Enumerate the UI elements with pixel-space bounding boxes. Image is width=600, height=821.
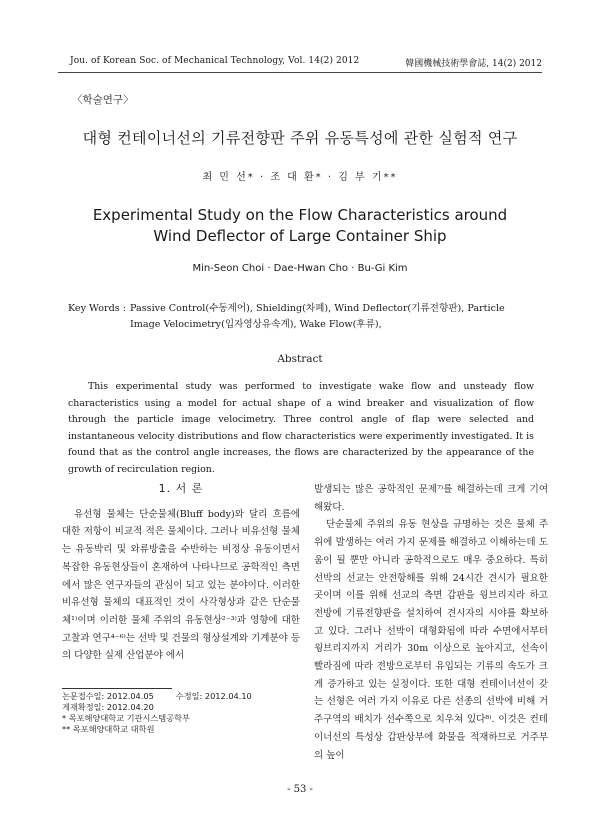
continued-paragraph: 발생되는 많은 공학적인 문제⁷⁾를 해결하는데 크게 기여해왔다. — [314, 484, 548, 513]
journal-header-ko: 韓國機械技術學會誌, 14(2) 2012 — [405, 59, 542, 69]
authors-korean: 최 민 선* · 조 대 환* · 김 부 기** — [202, 172, 398, 183]
received-date: 논문접수일: 2012.04.05 — [62, 691, 154, 701]
accepted-date: 게재확정일: 2012.04.20 — [62, 702, 154, 712]
body-paragraph: 단순물체 주위의 유동 현상을 규명하는 것은 물체 주위에 발생하는 여러 가지 문제를 해결하고 이해하는데 도움이 될 뿐만 아니라 공학적으로도 매우 중요하다. 특히 선박의 선교는 안전항해를 위해 24시간 견시가 필요한 곳이며 이를 위해 선교의 측면 갑판을 윙브리지라 하고 전방에 기류전향판을 설치하여 견시자의 시야를 확보하고 있다. 그러나 선박이 대형화됨에 따라 수면에서부터 윙브리지까지 거리가 30m 이상으로 높아지고, 선속이 빨라짐에 따라 전방으로부터 유입되는 기류의 속도가 크게 증가하고 있는 실정이다. 또한 대형 컨테이너선이 갖는 선형은 여러 가지 이유로 다른 선종의 선박에 비해 거주구역의 배치가 선수쪽으로 치우쳐 있다⁸⁾. 이것은 컨테이너선의 특성상 갑판상부에 화물을 적재하므로 거주부의 높이 — [314, 519, 548, 761]
right-column — [314, 481, 548, 764]
affiliation-1: * 목포해양대학교 기관시스템공학부 — [62, 713, 190, 723]
footnote-dates — [62, 691, 252, 702]
intro-paragraph: 유선형 물체는 단순물체(Bluff body)와 달리 흐름에 대한 저항이 비교적 적은 물체이다. 그러나 비유선형 물체는 유동박리 및 와류방출을 수반하는 비정상 유동이면서 복잡한 유동현상들이 혼재하여 나타나므로 공학적인 측면에서 많은 연구자들의 관심이 되고 있는 분야이다. 이러한 비유선형 물체의 대표적인 것이 사각형상과 같은 단순물체¹⁾이며 이러한 물체 주위의 유동현상²⁻³⁾과 영향에 대한 고찰과 연구⁴⁻⁶⁾는 선박 및 건물의 형상설계와 기계분야 등의 다양한 실제 산업분야 에서 — [62, 508, 300, 662]
revised-date: 수정일: 2012.04.10 — [175, 691, 252, 701]
title-english-line1: Experimental Study on the Flow Characteristics around — [92, 206, 508, 224]
keywords-text: Passive Control(수동제어), Shielding(차폐), Wind Deflector(기류전향판), Particle Image Velocimetry(입자영상유속계), Wake Flow(후류), — [129, 303, 505, 330]
affiliation-2: ** 목포해양대학교 대학원 — [62, 724, 155, 734]
title-english — [0, 205, 600, 247]
page-number: - 53 - — [287, 784, 313, 795]
authors-english: Min-Seon Choi · Dae-Hwan Cho · Bu-Gi Kim — [192, 263, 408, 274]
section-heading: 1. 서 론 — [158, 482, 204, 495]
keywords-label: Key Words : — [68, 303, 126, 314]
section-tag: 〈학술연구〉 — [72, 94, 134, 106]
footnotes — [62, 691, 252, 735]
journal-header-en: Jou. of Korean Soc. of Mechanical Technology, Vol. 14(2) 2012 — [70, 56, 360, 66]
title-korean: 대형 컨테이너선의 기류전향판 주위 유동특성에 관한 실험적 연구 — [82, 129, 518, 147]
abstract-title: Abstract — [277, 353, 323, 365]
header-divider — [58, 72, 542, 73]
left-column — [62, 480, 300, 665]
abstract-body: This experimental study was performed to investigate wake flow and unsteady flow characteristics using a model for actual shape of a wind breaker and visualization of flow through the particle image velocimetry. Three control angle of flap were selected and instantaneous velocity distributions and flow characteristics were experimently investigated. It is found that as the control angle increases, the flows are characterized by the appearance of the growth of recirculation region. — [68, 381, 534, 475]
footnote-divider — [62, 688, 172, 689]
title-english-line2: Wind Deflector of Large Container Ship — [153, 227, 447, 245]
keywords-block — [68, 301, 538, 333]
